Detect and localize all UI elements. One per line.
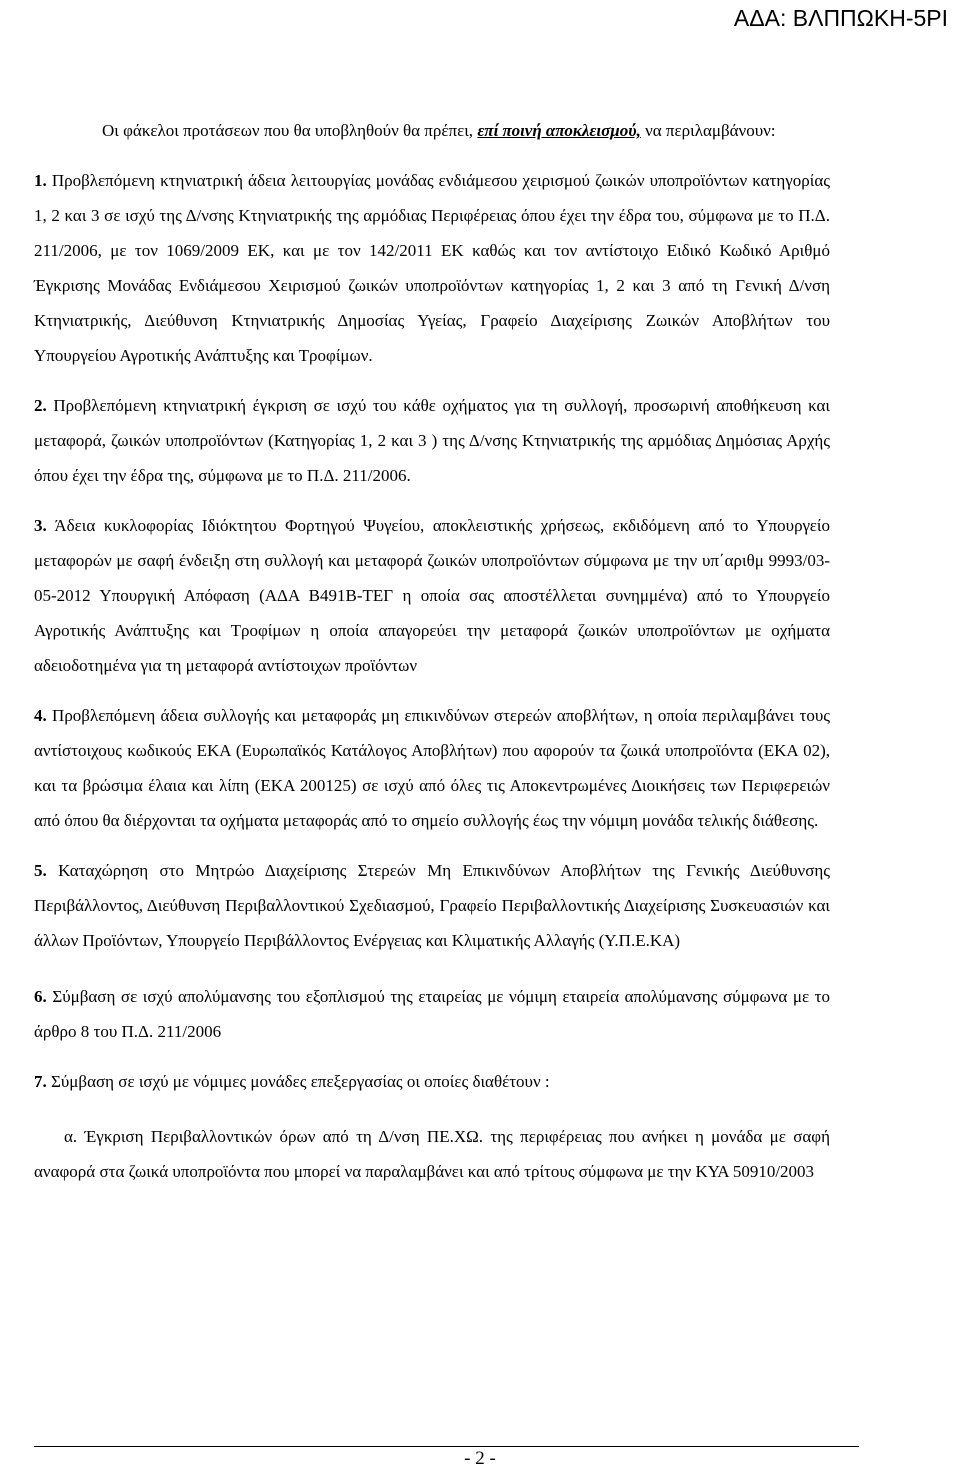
list-item-5 — [34, 853, 830, 958]
intro-prefix: Οι φάκελοι προτάσεων που θα υποβληθούν θα πρέπει, — [102, 121, 478, 140]
item-number: 5. — [34, 861, 47, 880]
item-text: Προβλεπόμενη κτηνιατρική έγκριση σε ισχύ του κάθε οχήματος για τη συλλογή, προσωρινή αποθήκευση και μεταφορά, ζωικών υποπροϊόντων (Κατηγορίας 1, 2 και 3 ) της Δ/νσης Κτηνιατρικής της αρμόδιας Δημόσιας Αρχής όπου έχει την έδρα της, σύμφωνα με το Π.Δ. 211/2006. — [34, 396, 830, 485]
sub-item-text: Έγκριση Περιβαλλοντικών όρων από τη Δ/νση ΠΕ.ΧΩ. της περιφέρειας που ανήκει η μονάδα με σαφή αναφορά στα ζωικά υποπροϊόντα που μπορεί να παραλαμβάνει και από τρίτους σύμφωνα με την ΚΥΑ 50910/2003 — [34, 1127, 830, 1181]
list-item-1 — [34, 163, 830, 373]
intro-paragraph — [34, 113, 830, 148]
item-text: Σύμβαση σε ισχύ με νόμιμες μονάδες επεξεργασίας οι οποίες διαθέτουν : — [46, 1072, 550, 1091]
list-item-6 — [34, 979, 830, 1049]
intro-emphasis: επί ποινή αποκλεισμού, — [477, 121, 641, 140]
item-number: 3. — [34, 516, 47, 535]
item-text: Προβλεπόμενη κτηνιατρική άδεια λειτουργίας μονάδας ενδιάμεσου χειρισμού ζωικών υποπροϊόντων κατηγορίας 1, 2 και 3 σε ισχύ της Δ/νσης Κτηνιατρικής της αρμόδιας Περιφέρειας όπου έχει την έδρα του, σύμφωνα με το Π.Δ. 211/2006, με τον 1069/2009 ΕΚ, και με τον 142/2011 ΕΚ καθώς και τον αντίστοιχο Ειδικό Κωδικό Αριθμό Έγκρισης Μονάδας Ενδιάμεσου Χειρισμού ζωικών υποπροϊόντων κατηγορίας 1, 2 και 3 από τη Γενική Δ/νση Κτηνιατρικής, Διεύθυνση Κτηνιατρικής Δημοσίας Υγείας, Γραφείο Διαχείρισης Ζωικών Αποβλήτων του Υπουργείου Αγροτικής Ανάπτυξης και Τροφίμων. — [34, 171, 830, 365]
list-item-3 — [34, 508, 830, 683]
item-text: Άδεια κυκλοφορίας Ιδιόκτητου Φορτηγού Ψυγείου, αποκλειστικής χρήσεως, εκδιδόμενη από το Υπουργείο μεταφορών με σαφή ένδειξη στη συλλογή και μεταφορά ζωικών υποπροϊόντων σύμφωνα με την υπ΄αριθμ 9993/03-05-2012 Υπουργική Απόφαση (ΑΔΑ Β491Β-ΤΕΓ η οποία σας αποστέλλεται συνημμένα) από το Υπουργείο Αγροτικής Ανάπτυξης και Τροφίμων η οποία απαγορεύει την μεταφορά ζωικών υποπροϊόντων με οχήματα αδειοδοτημένα για τη μεταφορά αντίστοιχων προϊόντων — [34, 516, 830, 675]
document-code: ΑΔΑ: ΒΛΠΠΩΚΗ-5ΡΙ — [733, 5, 948, 31]
item-text: Σύμβαση σε ισχύ απολύμανσης του εξοπλισμού της εταιρείας με νόμιμη εταιρεία απολύμανσης σύμφωνα με το άρθρο 8 του Π.Δ. 211/2006 — [34, 987, 830, 1041]
page-number: - 2 - — [464, 1448, 496, 1469]
item-text: Καταχώρηση στο Μητρώο Διαχείρισης Στερεών Μη Επικινδύνων Αποβλήτων της Γενικής Διεύθυνσης Περιβάλλοντος, Διεύθυνση Περιβαλλοντικού Σχεδιασμού, Γραφείο Περιβαλλοντικής Διαχείρισης Συσκευασιών και άλλων Προϊόντων, Υπουργείο Περιβάλλοντος Ενέργειας και Κλιματικής Αλλαγής (Υ.Π.Ε.ΚΑ) — [34, 861, 830, 950]
intro-suffix: να περιλαμβάνουν: — [640, 121, 776, 140]
item-number: 2. — [34, 396, 47, 415]
footer-divider — [34, 1446, 859, 1447]
item-number: 7. — [34, 1072, 47, 1091]
list-item-4 — [34, 698, 830, 838]
item-text: Προβλεπόμενη άδεια συλλογής και μεταφοράς μη επικινδύνων στερεών αποβλήτων, η οποία περιλαμβάνει τους αντίστοιχους κωδικούς ΕΚΑ (Ευρωπαϊκός Κατάλογος Αποβλήτων) που αφορούν τα ζωικά υποπροϊόντα (ΕΚΑ 02), και τα βρώσιμα έλαια και λίπη (ΕΚΑ 200125) σε ισχύ από όλες τις Αποκεντρωμένες Διοικήσεις των Περιφερειών από όπου θα διέρχονται τα οχήματα μεταφοράς από το σημείο συλλογής έως την νόμιμη μονάδα τελικής διάθεσης. — [34, 706, 830, 830]
item-number: 6. — [34, 987, 47, 1006]
sub-item-a — [34, 1119, 830, 1189]
document-body — [34, 113, 830, 1189]
item-number: 1. — [34, 171, 47, 190]
list-item-7 — [34, 1064, 830, 1099]
item-number: 4. — [34, 706, 47, 725]
sub-item-letter: α. — [64, 1127, 78, 1146]
list-item-2 — [34, 388, 830, 493]
